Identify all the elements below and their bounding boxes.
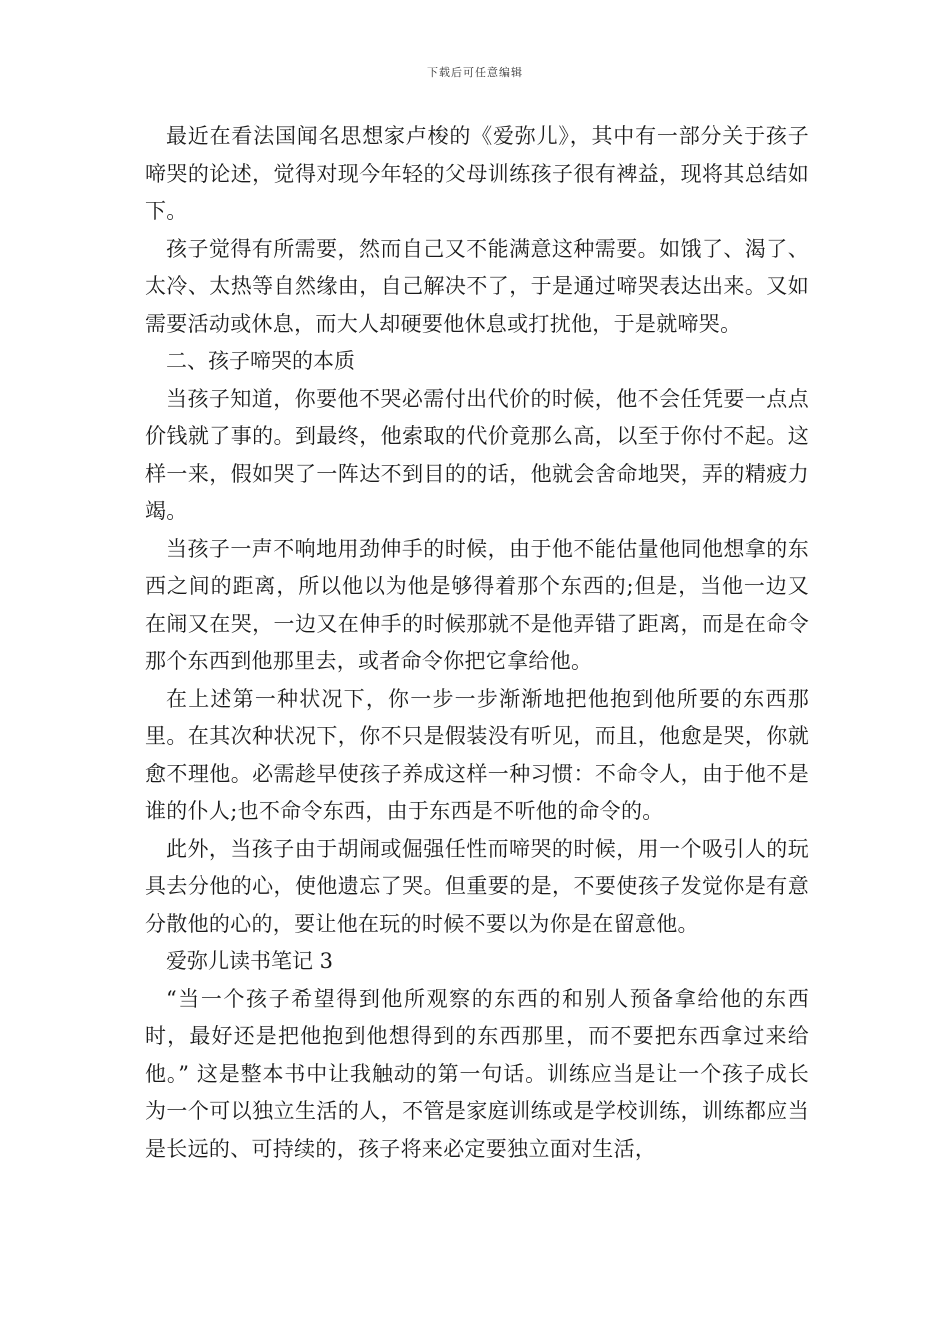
paragraph-cost: 当孩子知道，你要他不哭必需付出代价的时候，他不会任凭要一点点价钱就了事的。到最终，他索取的代价竟那么高，以至于你付不起。这样一来，假如哭了一阵达不到目的的话，他就会舍命地哭，弄的精疲力竭。: [145, 386, 809, 523]
paragraph-distraction: 此外，当孩子由于胡闹或倔强任性而啼哭的时候，用一个吸引人的玩具去分他的心，使他遗忘了哭。但重要的是，不要使孩子发觉你是有意分散他的心的，要让他在玩的时候不要以为你是在留意他。: [145, 836, 809, 936]
header-note: 下载后可任意编辑: [427, 66, 523, 79]
section-heading-essence: 二、孩子啼哭的本质: [166, 349, 355, 373]
paragraph-quote: “当一个孩子希望得到他所观察的东西的和别人预备拿给他的东西时，最好还是把他抱到他想得到的东西那里，而不要把东西拿过来给他。” 这是整本书中让我触动的第一句话。训练应当是让一个孩子成长为一个可以独立生活的人，不管是家庭训练或是学校训练，训练都应当是长远的、可持续的，孩子将来必定要独立面对生活，: [145, 986, 809, 1161]
paragraph-response: 在上述第一种状况下，你一步一步渐渐地把他抱到他所要的东西那里。在其次种状况下，你不只是假装没有听见，而且，他愈是哭，你就愈不理他。必需趁早使孩子养成这样一种习惯：不命令人，由于他不是谁的仆人;也不命令东西，由于东西是不听他的命令的。: [145, 686, 809, 823]
section-heading-notes-3: 爱弥儿读书笔记 3: [166, 949, 334, 973]
paragraph-reaching: 当孩子一声不响地用劲伸手的时候，由于他不能估量他同他想拿的东西之间的距离，所以他以为他是够得着那个东西的;但是，当他一边又在闹又在哭，一边又在伸手的时候那就不是他弄错了距离，而是在命令那个东西到他那里去，或者命令你把它拿给他。: [145, 536, 809, 673]
document-body: [145, 118, 809, 1168]
paragraph-needs: 孩子觉得有所需要，然而自己又不能满意这种需要。如饿了、渴了、太冷、太热等自然缘由，自己解决不了，于是通过啼哭表达出来。又如需要活动或休息，而大人却硬要他休息或打扰他，于是就啼哭。: [145, 236, 809, 336]
paragraph-intro: 最近在看法国闻名思想家卢梭的《爱弥儿》，其中有一部分关于孩子啼哭的论述，觉得对现今年轻的父母训练孩子很有裨益，现将其总结如下。: [145, 124, 809, 223]
